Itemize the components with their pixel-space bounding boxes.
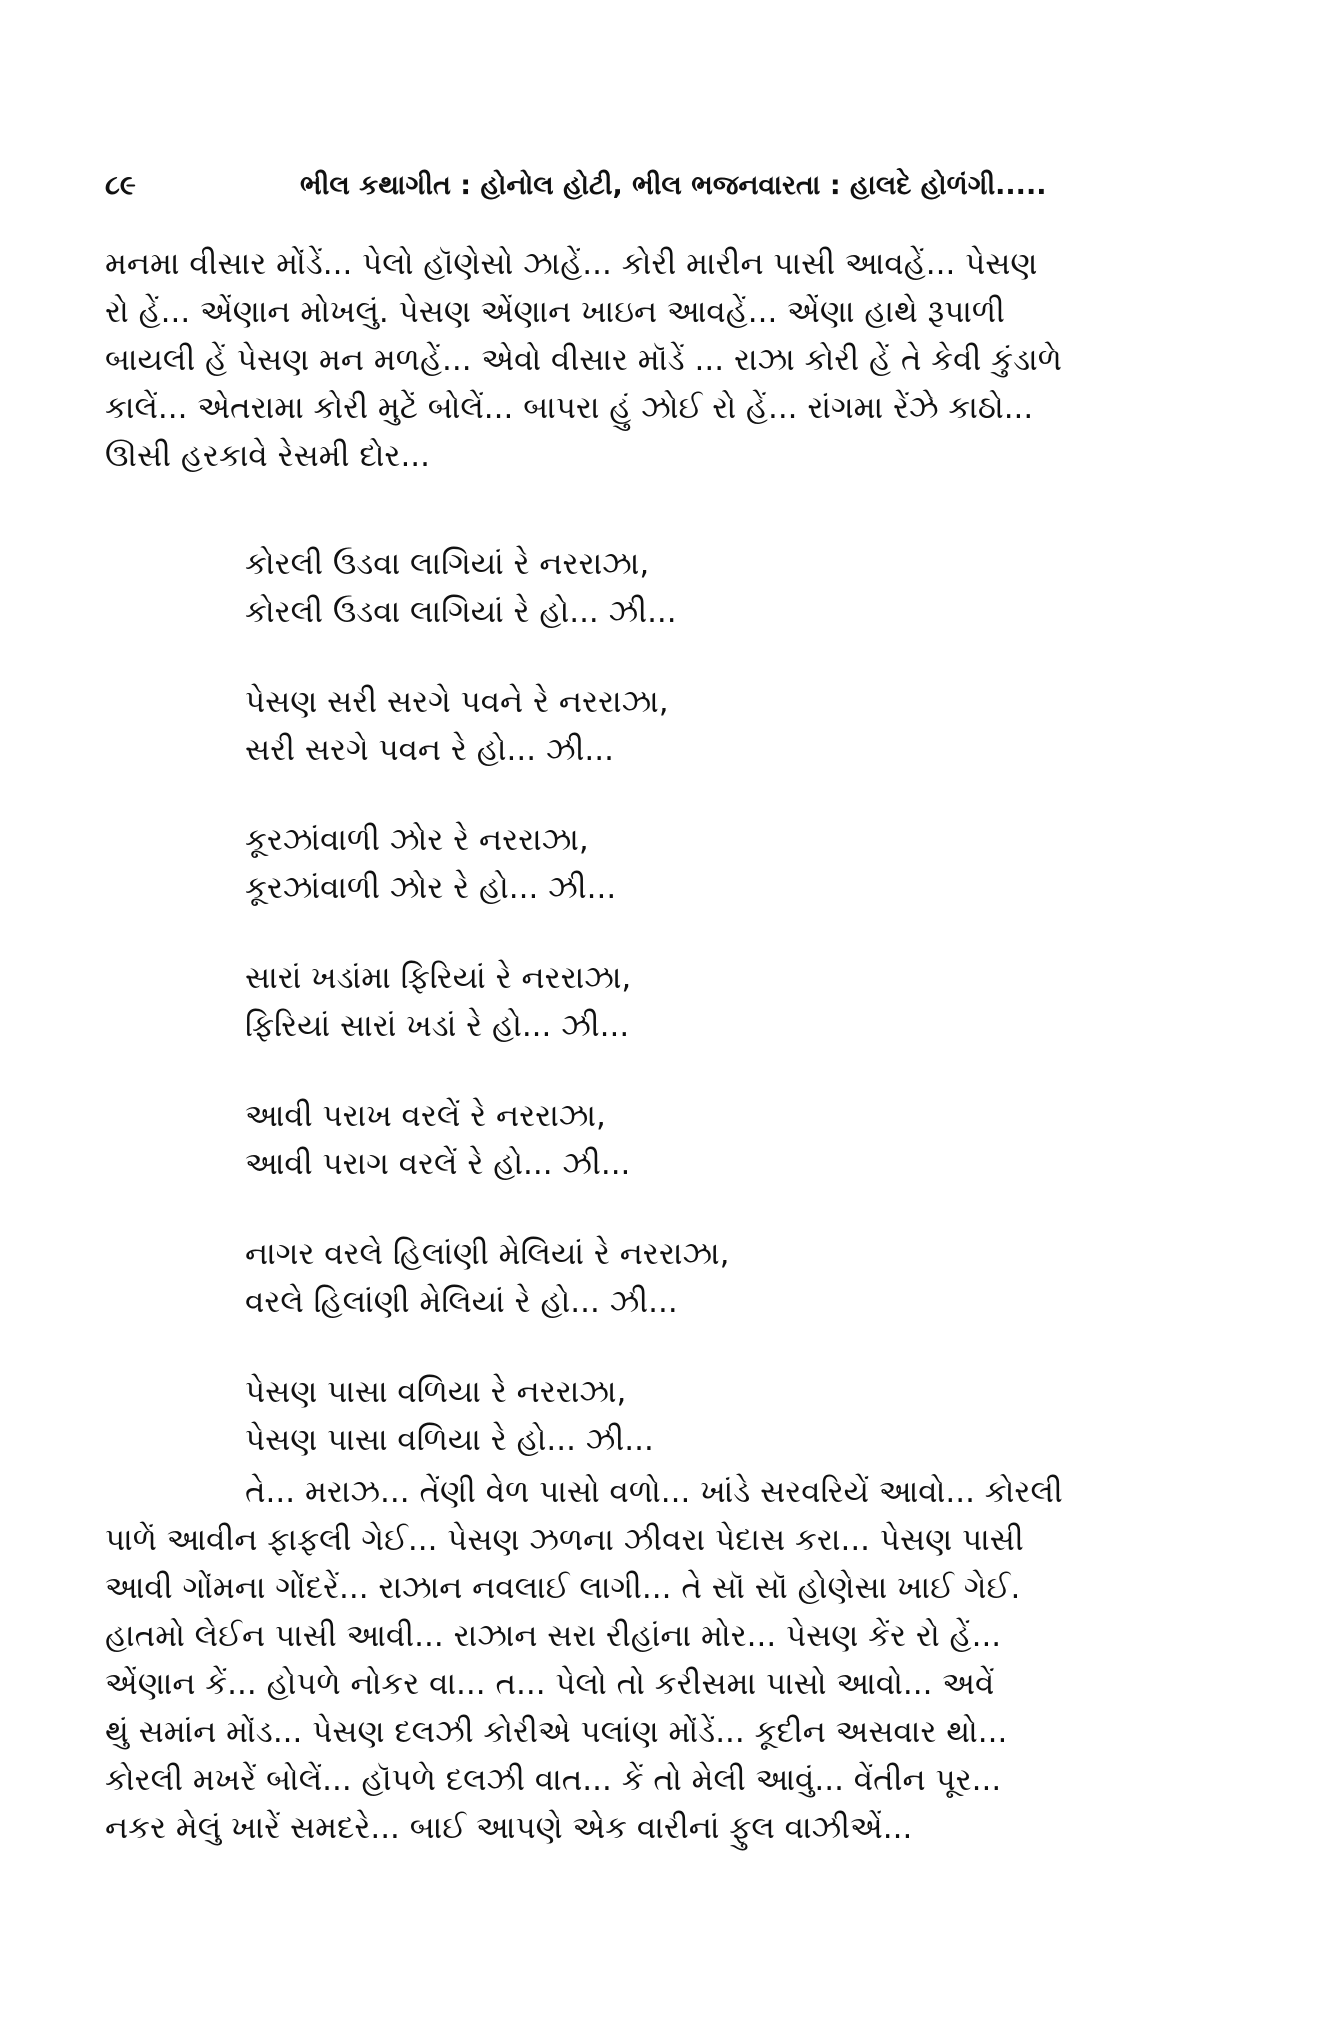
running-title: ભીલ કથાગીત : હોનોલ હોટી, ભીલ ભજનવારતા : હાલદે હોળંગી..... xyxy=(300,170,1047,201)
text-line: થું સમાંન મોંડ... પેસણ દલઝી કોરીએ પલાંણ મોંડેં... કૂદીન અસવાર થો... xyxy=(105,1714,1008,1750)
verse-line: કૂરઝાંવાળી ઝોર રે હો... ઝી... xyxy=(245,870,617,906)
stanza xyxy=(245,954,1195,1050)
text-line: મનમા વીસાર મોંડેં... પેલો હૉણેસો ઝાહેં... કોરી મારીન પાસી આવહેં... પેસણ xyxy=(105,246,1038,282)
stanza xyxy=(245,678,1195,774)
text-line: રો હેં... એંણાન મોખલું. પેસણ એંણાન ખાઇન આવહેં... એંણા હાથે રૂપાળી xyxy=(105,294,1005,330)
verse-line: પેસણ પાસા વળિયા રે હો... ઝી... xyxy=(245,1422,654,1458)
verse-line: કોરલી ઉડવા લાગિયાં રે નરરાઝા, xyxy=(245,546,650,582)
verse-line: વરલે હિલાંણી મેલિયાં રે હો... ઝી... xyxy=(245,1284,678,1320)
closing-paragraph xyxy=(105,1468,1250,1852)
stanza xyxy=(245,540,1195,636)
verse-line: પેસણ પાસા વળિયા રે નરરાઝા, xyxy=(245,1374,627,1410)
verse-line: આવી પરાગ વરલેં રે હો... ઝી... xyxy=(245,1146,631,1182)
verse-line: નાગર વરલે હિલાંણી મેલિયાં રે નરરાઝા, xyxy=(245,1236,730,1272)
verse-line: પેસણ સરી સરગે પવને રે નરરાઝા, xyxy=(245,684,669,720)
song-verses xyxy=(245,540,1195,1506)
verse-line: આવી પરાખ વરલેં રે નરરાઝા, xyxy=(245,1098,606,1134)
verse-line: સરી સરગે પવન રે હો... ઝી... xyxy=(245,732,614,768)
verse-line: સારાં ખડાંમા ફિરિયાં રે નરરાઝા, xyxy=(245,960,632,996)
verse-line: કોરલી ઉડવા લાગિયાં રે હો... ઝી... xyxy=(245,594,677,630)
stanza xyxy=(245,816,1195,912)
running-head xyxy=(105,170,1240,210)
verse-line: કૂરઝાંવાળી ઝોર રે નરરાઝા, xyxy=(245,822,589,858)
verse-line: ફિરિયાં સારાં ખડાં રે હો... ઝી... xyxy=(245,1008,630,1044)
page-number: ૮૯ xyxy=(105,170,136,201)
stanza xyxy=(245,1368,1195,1464)
text-line: કાલેં... એતરામા કોરી મુટેં બોલેં... બાપરા હું ઝોઈ રો હેં... રાંગમા રેંઝે કાઠો... xyxy=(105,390,1034,426)
text-line: બાયલી હેં પેસણ મન મળહેં... એવો વીસાર મૉડેં ... રાઝા કોરી હેં તે કેવી કુંડાળે xyxy=(105,342,1062,378)
intro-paragraph xyxy=(105,240,1250,480)
text-line: તે... મરાઝ... તેંણી વેળ પાસો વળો... ખાંડે સરવરિયેં આવો... કોરલી xyxy=(245,1474,1063,1510)
stanza xyxy=(245,1230,1195,1326)
text-line: એંણાન કેં... હોપળે નોકર વા... ત... પેલો તો કરીસમા પાસો આવો... અવેં xyxy=(105,1666,995,1702)
text-line: હાતમો લેઈન પાસી આવી... રાઝાન સરા રીહાંના મોર... પેસણ કેંર રો હેં... xyxy=(105,1618,1002,1654)
text-line: પાળેં આવીન ફાફલી ગેઈ... પેસણ ઝળના ઝીવરા પેદાસ કરા... પેસણ પાસી xyxy=(105,1522,1024,1558)
text-line: નકર મેલું ખારેં સમદરે... બાઈ આપણે એક વારીનાં ફુલ વાઝીએં... xyxy=(105,1810,913,1846)
text-line: ઊસી હરકાવે રેસમી દોર... xyxy=(105,438,431,474)
text-line: કોરલી મખરેં બોલેં... હૉપળે દલઝી વાત... કેં તો મેલી આવું... વેંતીન પૂર... xyxy=(105,1762,1002,1798)
text-line: આવી ગોંમના ગોંદરેં... રાઝાન નવલાઈ લાગી... તે સૉ સૉ હોણેસા ખાઈ ગેઈ. xyxy=(105,1570,1021,1606)
stanza xyxy=(245,1092,1195,1188)
